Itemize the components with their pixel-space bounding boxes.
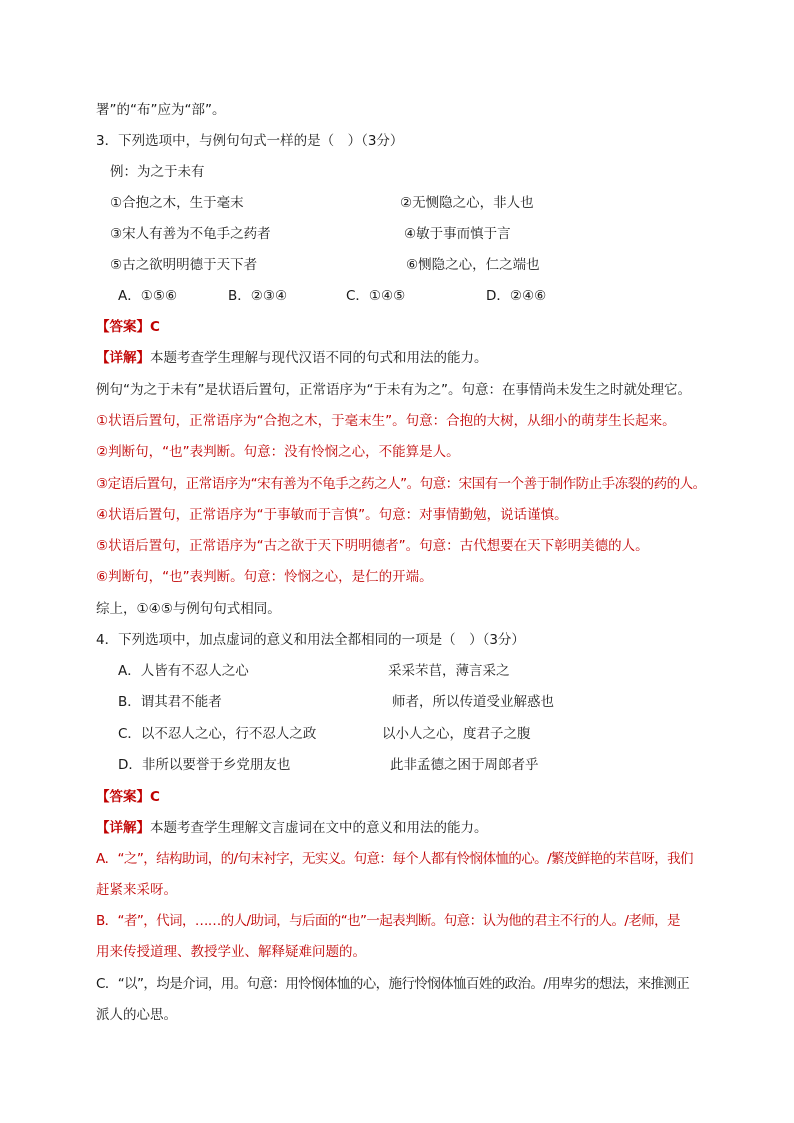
q4-explain-c-1: C．“以”，均是介词，用。句意：用怜悯体恤的心，施行怜悯体恤百姓的政治。/用卑劣的想法，来推测正: [96, 976, 690, 992]
q4-stem: 4．下列选项中，加点虚词的意义和用法全都相同的一项是（ ）（3分）: [96, 632, 525, 648]
q3-point-6: ⑥判断句，“也”表判断。句意：怜悯之心，是仁的开端。: [96, 569, 433, 585]
q4-row-c-right: 以小人之心，度君子之腹: [382, 726, 531, 742]
detail-label: 【详解】: [96, 820, 150, 836]
q4-explain-a-1: A．“之”，结构助词，的/句末衬字，无实义。句意：每个人都有怜悯体恤的心。/繁茂鲜艳的芣苢呀，我们: [96, 851, 693, 867]
q3-detail: [96, 348, 488, 368]
q3-option-a: A．①⑤⑥: [118, 288, 178, 304]
q3-option-b: B．②③④: [228, 288, 288, 304]
q3-item-4: ④敏于事而慎于言: [404, 226, 511, 242]
q3-option-d: D．②④⑥: [486, 288, 547, 304]
q4-detail: [96, 818, 488, 838]
q4-row-a-left: A．人皆有不忍人之心: [118, 663, 249, 679]
continued-line: 署”的“布”应为“部”。: [96, 102, 226, 118]
q4-row-d-right: 此非孟德之困于周郎者乎: [390, 757, 539, 773]
q4-explain-c-2: 派人的心思。: [96, 1007, 177, 1023]
q3-point-1: ①状语后置句，正常语序为“合抱之木，于毫末生”。句意：合抱的大树，从细小的萌芽生长起来。: [96, 413, 676, 429]
q3-item-1: ①合抱之木，生于毫末: [110, 195, 244, 211]
q4-explain-b-2: 用来传授道理、教授学业、解释疑难问题的。: [96, 944, 366, 960]
answer-value: C: [150, 789, 160, 805]
q4-explain-a-2: 赶紧来采呀。: [96, 882, 177, 898]
detail-label: 【详解】: [96, 350, 150, 366]
q3-example: 例：为之于未有: [110, 164, 205, 180]
q3-item-2: ②无恻隐之心，非人也: [400, 195, 534, 211]
q4-row-b-left: B．谓其君不能者: [118, 694, 222, 710]
q3-point-5: ⑤状语后置句，正常语序为“古之欲于天下明明德者”。句意：古代想要在天下彰明美德的人。: [96, 538, 649, 554]
q3-point-2: ②判断句，“也”表判断。句意：没有怜悯之心，不能算是人。: [96, 444, 460, 460]
detail-text: 本题考查学生理解文言虚词在文中的意义和用法的能力。: [150, 820, 488, 836]
q3-option-c: C．①④⑤: [346, 288, 406, 304]
q4-answer: [96, 787, 160, 807]
detail-text: 本题考查学生理解与现代汉语不同的句式和用法的能力。: [150, 350, 488, 366]
q3-item-3: ③宋人有善为不龟手之药者: [110, 226, 271, 242]
q4-row-a-right: 采采芣苢，薄言采之: [388, 663, 510, 679]
q4-row-d-left: D．非所以要誉于乡党朋友也: [118, 757, 291, 773]
q3-point-3: ③定语后置句，正常语序为“宋有善为不龟手之药之人”。句意：宋国有一个善于制作防止手冻裂的药的人。: [96, 476, 706, 492]
q3-explain: 例句“为之于未有”是状语后置句，正常语序为“于未有为之”。句意：在事情尚未发生之时就处理它。: [96, 382, 691, 398]
answer-label: 【答案】: [96, 319, 150, 335]
q3-item-5: ⑤古之欲明明德于天下者: [110, 257, 258, 273]
q4-explain-b-1: B．“者”，代词，……的人/助词，与后面的“也”一起表判断。句意：认为他的君主不行的人。/老师，是: [96, 913, 680, 929]
q3-summary: 综上，①④⑤与例句句式相同。: [96, 601, 281, 617]
q3-answer: [96, 317, 160, 337]
q4-row-c-left: C．以不忍人之心，行不忍人之政: [118, 726, 317, 742]
q4-row-b-right: 师者，所以传道受业解惑也: [392, 694, 554, 710]
q3-item-6: ⑥恻隐之心，仁之端也: [406, 257, 540, 273]
answer-label: 【答案】: [96, 789, 150, 805]
q3-point-4: ④状语后置句，正常语序为“于事敏而于言慎”。句意：对事情勤勉，说话谨慎。: [96, 507, 568, 523]
answer-value: C: [150, 319, 160, 335]
q3-stem: 3．下列选项中，与例句句式一样的是（ ）（3分）: [96, 133, 404, 149]
